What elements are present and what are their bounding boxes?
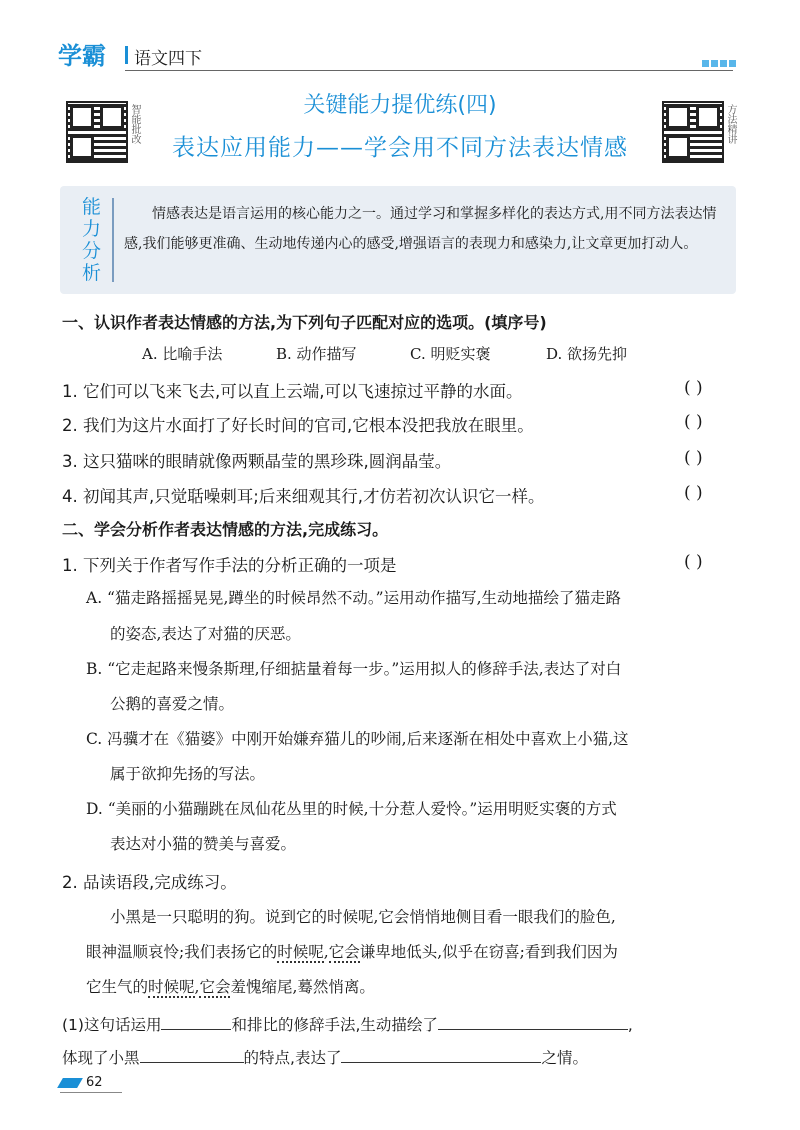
- page-number: 62: [86, 1075, 103, 1090]
- fill-line1: (1)这句话运用 和排比的修辞手法,生动描绘了 ,: [62, 1013, 633, 1035]
- divider: [125, 46, 128, 64]
- answer-blank-1[interactable]: ( ): [684, 378, 703, 398]
- fill-blank-4[interactable]: [341, 1046, 541, 1063]
- ability-label: 能 力 分 析: [82, 196, 102, 284]
- passage-line1: 小黑是一只聪明的狗。说到它的时候呢,它会悄悄地侧目看一眼我们的脸色,: [110, 908, 616, 926]
- section2-heading: 二、学会分析作者表达情感的方法,完成练习。: [62, 520, 389, 539]
- s1-item-1: 1. 它们可以飞来飞去,可以直上云端,可以飞速掠过平静的水面。: [62, 382, 523, 401]
- fill-blank-1[interactable]: [161, 1013, 231, 1030]
- qr-left-label: 智能批改: [129, 104, 140, 144]
- answer-blank-4[interactable]: ( ): [684, 483, 703, 503]
- answer-blank-2[interactable]: ( ): [684, 412, 703, 432]
- option-a: A. 比喻手法: [142, 345, 223, 363]
- ability-divider: [112, 198, 114, 282]
- page-title: 关键能力提优练(四): [303, 93, 497, 118]
- fill-line2: 体现了小黑 的特点,表达了 之情。: [62, 1046, 588, 1068]
- choice-c-line2: 属于欲抑先扬的写法。: [110, 765, 266, 783]
- s2-question-2: 2. 品读语段,完成练习。: [62, 873, 237, 892]
- passage-line2: 眼神温顺哀怜;我们表扬它的时候呢,它会谦卑地低头,似乎在窃喜;看到我们因为: [86, 943, 618, 961]
- answer-blank-3[interactable]: ( ): [684, 448, 703, 468]
- choice-d-line2: 表达对小猫的赞美与喜爱。: [110, 835, 297, 853]
- s1-item-4: 4. 初闻其声,只觉聒噪刺耳;后来细观其行,才仿若初次认识它一样。: [62, 487, 545, 506]
- s2-question-1: 1. 下列关于作者写作手法的分析正确的一项是: [62, 556, 397, 575]
- book-title: 语文四下: [134, 49, 202, 69]
- s1-item-3: 3. 这只猫咪的眼睛就像两颗晶莹的黑珍珠,圆润晶莹。: [62, 452, 452, 471]
- choice-c-line1: C. 冯骥才在《猫婆》中刚开始嫌弃猫儿的吵闹,后来逐渐在相处中喜欢上小猫,这: [86, 730, 629, 748]
- decor-dots: [702, 52, 738, 71]
- option-b: B. 动作描写: [276, 345, 357, 363]
- fill-blank-3[interactable]: [140, 1046, 244, 1063]
- choice-a-line1: A. “猫走路摇摇晃晃,蹲坐的时候昂然不动。”运用动作描写,生动地描绘了猫走路: [86, 589, 622, 607]
- emphasis-dots: 时候呢: [277, 943, 324, 961]
- option-d: D. 欲扬先抑: [546, 345, 628, 363]
- choice-b-line2: 公鹅的喜爱之情。: [110, 695, 235, 713]
- page-subtitle: 表达应用能力——学会用不同方法表达情感: [172, 135, 628, 161]
- section1-heading: 一、认识作者表达情感的方法,为下列句子匹配对应的选项。(填序号): [62, 313, 547, 332]
- choice-b-line1: B. “它走起路来慢条斯理,仔细掂量着每一步。”运用拟人的修辞手法,表达了对白: [86, 660, 622, 678]
- choice-d-line1: D. “美丽的小猫蹦跳在凤仙花丛里的时候,十分惹人爱怜。”运用明贬实褒的方式: [86, 800, 617, 818]
- footer-rule: [60, 1092, 122, 1093]
- header-rule: [125, 70, 733, 71]
- s1-item-2: 2. 我们为这片水面打了好长时间的官司,它根本没把我放在眼里。: [62, 416, 534, 435]
- passage-line3: 它生气的时候呢,它会羞愧缩尾,蓦然悄离。: [86, 978, 375, 996]
- choice-a-line2: 的姿态,表达了对猫的厌恶。: [110, 625, 301, 643]
- ability-text: 情感表达是语言运用的核心能力之一。通过学习和掌握多样化的表达方式,用不同方法表达情感,我们能够更准确、生动地传递内心的感受,增强语言的表现力和感染力,让文章更加打动人。: [124, 206, 717, 252]
- qr-right-label: 方法精讲: [725, 104, 736, 144]
- brand-logo: 学霸: [58, 42, 106, 70]
- option-c: C. 明贬实褒: [410, 345, 491, 363]
- pencil-icon: [57, 1078, 83, 1088]
- answer-blank-5[interactable]: ( ): [684, 552, 703, 572]
- fill-blank-2[interactable]: [438, 1013, 628, 1030]
